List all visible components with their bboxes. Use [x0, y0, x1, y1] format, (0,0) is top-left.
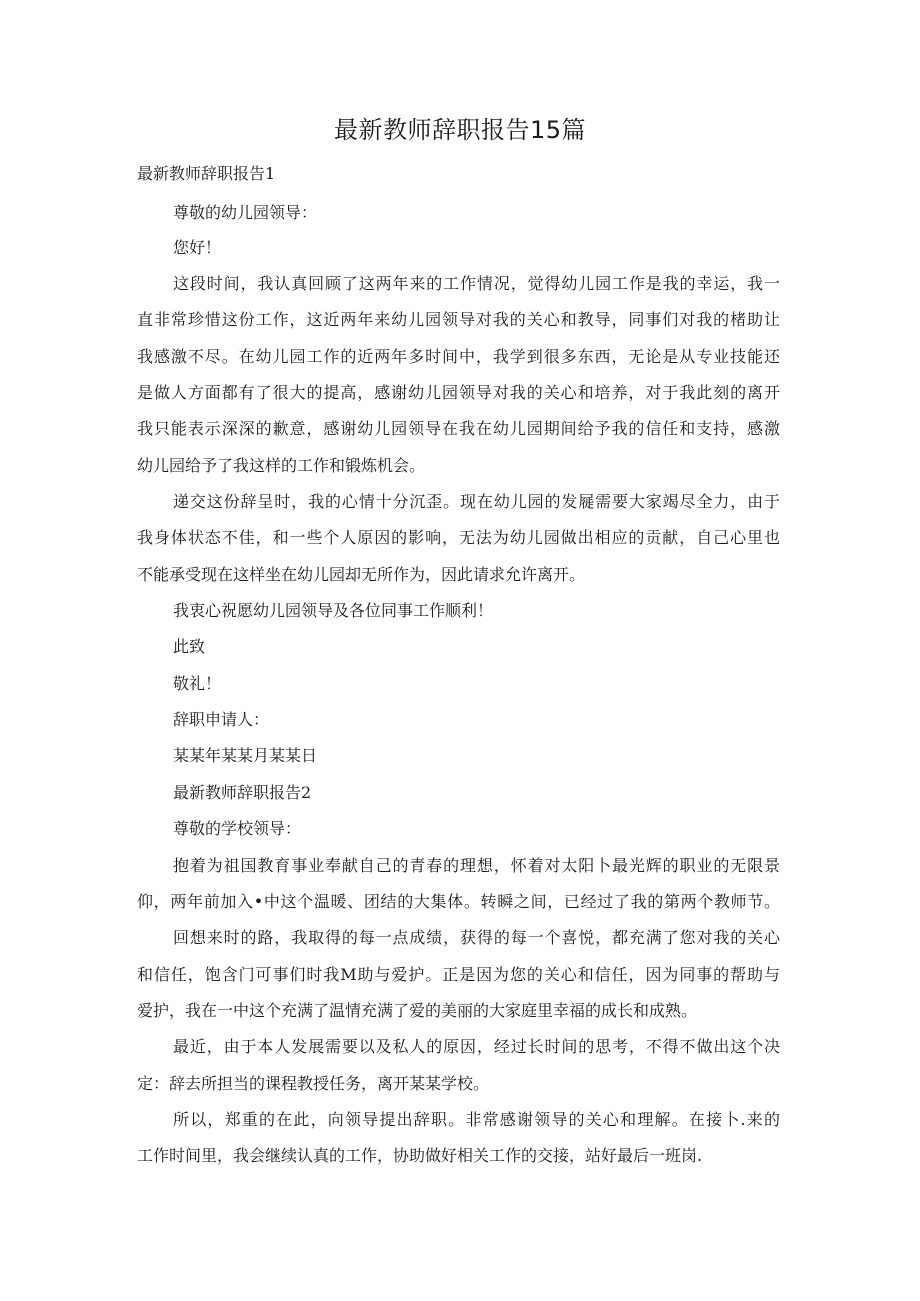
report2-para2-line: 回想来时的路，我取得的每一点成绩，获得的每一个喜悦，都充满了您对我的关心: [173, 928, 780, 947]
report1-heading: 最新教师辞职报告1: [137, 164, 276, 183]
report2-para2-line: 和信任，饱含门可事们时我M助与爱护。正是因为您的关心和信任，因为同事的帮助与: [137, 965, 780, 984]
report2-para3-line: 最近，由于本人发展需要以及私人的原因，经过长时间的思考，不得不做出这个决: [173, 1037, 780, 1056]
report1-para1-line: 这段时间，我认真回顾了这两年来的工作情况，觉得幼儿园工作是我的幸运，我一: [173, 274, 780, 293]
report1-para1-line: 我只能表示深深的歉意，感谢幼儿园领导在我在幼儿园期间给予我的信任和支持，感激: [137, 419, 780, 438]
report1-greeting: 您好！: [173, 238, 222, 257]
report2-para3-line: 定：辞去所担当的课程教授任务，离开某某学校。: [137, 1074, 490, 1093]
report2-para4-line: 所以，郑重的在此，向领导提出辞职。非常感谢领导的关心和理解。在接卜.来的: [173, 1110, 780, 1129]
report1-closing-jing-li: 敬礼！: [173, 674, 222, 693]
report1-para2-line: 不能承受现在这样坐在幼儿园却无所作为，因此请求允许离开。: [137, 565, 586, 584]
report2-para1-line: 抱着为祖国教育事业奉献自己的青春的理想，怀着对太阳卜最光辉的职业的无限景: [173, 856, 780, 875]
report1-wishes: 我衷心祝愿幼儿园领导及各位同事工作顺利！: [173, 601, 494, 620]
report2-heading: 最新教师辞职报告2: [173, 783, 312, 802]
report1-para1-line: 直非常珍惜这份工作，这近两年来幼儿园领导对我的关心和教导，同事们对我的楮助让: [137, 310, 780, 329]
report2-salutation: 尊敬的学校领导：: [173, 819, 302, 838]
document-title: 最新教师辞职报告15篇: [333, 116, 587, 144]
report1-para1-line: 是做人方面都有了很大的提高，感谢幼儿园领导对我的关心和培养，对于我此刻的离开: [137, 383, 780, 402]
report2-para2-line: 爱护，我在一中这个充满了温情充满了爱的美丽的大家庭里幸福的成长和成熟。: [137, 1001, 698, 1020]
report1-para2-line: 我身体状态不佳，和一些个人原因的影响，无法为幼儿园做出相应的贡献，自己心里也: [137, 528, 780, 547]
report1-para1-line: 我感激不尽。在幼儿园工作的近两年多时间中，我学到很多东西，无论是从专业技能还: [137, 347, 780, 366]
report1-salutation: 尊敬的幼儿园领导：: [173, 203, 318, 222]
report1-closing-ci-zhi: 此致: [173, 637, 206, 656]
report2-para4-line: 工作时间里，我会继续认真的工作，协助做好相关工作的交接，站好最后一班岗.: [137, 1146, 703, 1165]
report1-para2-line: 递交这份辞呈时，我的心情十分沉歪。现在幼儿园的发屣需要大家竭尽全力，由于: [173, 492, 780, 511]
report1-applicant: 辞职申请人：: [173, 710, 270, 729]
report2-para1-line: 仰，两年前加入•中这个温暖、团结的大集体。转瞬之间，已经过了我的第两个教师节。: [137, 892, 780, 911]
report1-date: 某某年某某月某某日: [173, 746, 318, 765]
report1-para1-line: 幼儿园给予了我这样的工作和锻炼机会。: [137, 456, 426, 475]
